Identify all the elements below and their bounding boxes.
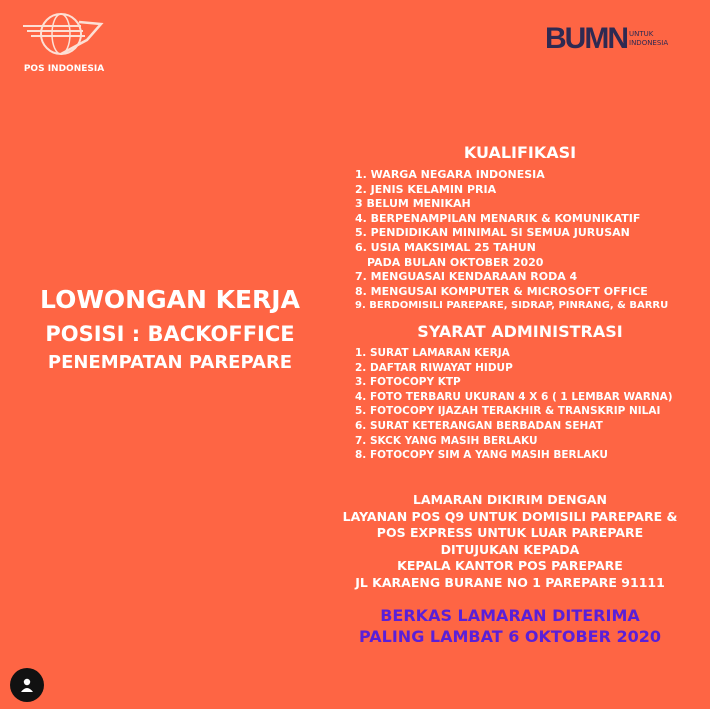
- list-item: 7. MENGUASAI KENDARAAN RODA 4: [355, 270, 578, 284]
- bumn-sub-1: UNTUK: [629, 30, 654, 38]
- send-line: JL KARAENG BURANE NO 1 PAREPARE 91111: [355, 574, 665, 590]
- bumn-sub-2: INDONESIA: [629, 39, 669, 47]
- job-position: POSISI : BACKOFFICE: [45, 322, 295, 346]
- list-item: 2. JENIS KELAMIN PRIA: [355, 182, 497, 196]
- list-item: 3 BELUM MENIKAH: [355, 197, 471, 211]
- send-line: DITUJUKAN KEPADA: [440, 541, 580, 557]
- job-location: PENEMPATAN PAREPARE: [47, 352, 293, 373]
- admin-heading: SYARAT ADMINISTRASI: [417, 322, 623, 341]
- list-item: 3. FOTOCOPY KTP: [355, 376, 461, 389]
- admin-list: [355, 346, 673, 463]
- submission-info: [300, 492, 710, 591]
- user-icon: [19, 677, 35, 693]
- list-item: 4. FOTO TERBARU UKURAN 4 X 6 ( 1 LEMBAR WARNA): [355, 390, 673, 403]
- list-item: 1. WARGA NEGARA INDONESIA: [355, 168, 545, 181]
- list-item: 9. BERDOMISILI PAREPARE, SIDRAP, PINRANG, & BARRU: [355, 300, 669, 312]
- send-line: POS EXPRESS UNTUK LUAR PAREPARE: [376, 525, 644, 540]
- list-item: 7. SKCK YANG MASIH BERLAKU: [355, 434, 538, 447]
- deadline-line: BERKAS LAMARAN DITERIMA: [380, 606, 640, 625]
- list-item: 6. SURAT KETERANGAN BERBADAN SEHAT: [355, 419, 603, 432]
- list-item: 8. FOTOCOPY SIM A YANG MASIH BERLAKU: [355, 449, 608, 462]
- user-tag-button[interactable]: [10, 668, 44, 702]
- bumn-logo: [545, 22, 668, 56]
- job-title: LOWONGAN KERJA: [40, 285, 300, 314]
- list-item: 5. PENDIDIKAN MINIMAL SI SEMUA JURUSAN: [355, 226, 630, 240]
- list-item: 1. SURAT LAMARAN KERJA: [355, 347, 510, 359]
- list-item: PADA BULAN OKTOBER 2020: [367, 255, 544, 269]
- list-item: 5. FOTOCOPY IJAZAH TERAKHIR & TRANSKRIP NILAI: [355, 405, 661, 418]
- list-item: 2. DAFTAR RIWAYAT HIDUP: [355, 361, 513, 374]
- send-line: KEPALA KANTOR POS PAREPARE: [397, 558, 623, 573]
- list-item: 8. MENGUSAI KOMPUTER & MICROSOFT OFFICE: [355, 284, 648, 298]
- list-item: 4. BERPENAMPILAN MENARIK & KOMUNIKATIF: [355, 211, 641, 225]
- send-line: LAYANAN POS Q9 UNTUK DOMISILI PAREPARE &: [342, 508, 678, 524]
- send-line: LAMARAN DIKIRIM DENGAN: [412, 492, 608, 507]
- deadline-line: PALING LAMBAT 6 OKTOBER 2020: [359, 627, 661, 646]
- list-item: 6. USIA MAKSIMAL 25 TAHUN: [355, 240, 536, 254]
- pos-logo-text: POS INDONESIA: [23, 64, 105, 74]
- bumn-logo-text: BUMN: [545, 22, 627, 55]
- qualifications-list: [355, 168, 668, 314]
- qualifications-heading: KUALIFIKASI: [463, 143, 577, 162]
- job-title-block: [0, 285, 340, 373]
- pos-indonesia-logo: [18, 10, 110, 74]
- pos-eagle-globe-icon: [21, 10, 107, 58]
- deadline: [300, 605, 710, 647]
